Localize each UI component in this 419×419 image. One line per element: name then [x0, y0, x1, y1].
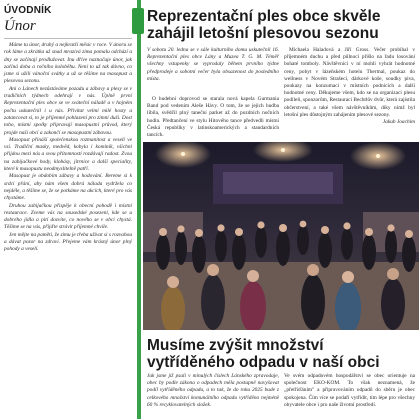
article-paragraph: Michaela Haladová a Jiří Gross. Večer probíhal v příjemném duchu a před půlnocí přišlo na řadu losování bohaté tomboly. Návštěvníci v ní mohli vyhrát hodnotné ceny, pobyt v lázeňském hotelu Thermal, poukaz do wellness v Novém Strašecí, dárkové koše, soudky piva, poukazy na konzumaci v místních podnicích a další hodnotné ceny. Děkujeme všem, kdo se na organizaci plesu podíleli, sponzorům, Restauraci Bechtlův dvůr, která zajistila občerstvení, a také všem návštěvníkům, díky nimž byl letošní ples důstojným zahájením plesové sezony.: [284, 47, 415, 118]
editorial-paragraph: Masopust přináší společenskou rozmanitost a veselí ve vsi. Tradiční masky, medvěd, kobyla i kominík, všichni přijdou mezi nás a svou přítomností rozdávají radost. Zvou na zabijačkové hody, klobásy, jitrnice a další speciality, které k masopustu neodmyslitelně patří.: [4, 136, 132, 173]
editorial-paragraph: Ani o Lánech nezůstáváme pozadu a zábavy a plesy se v tradičních týdnech odehrají v nás. Úplně první Reprezentační ples obce se ve sváteční náladě a v hojném počtu uskutečnil i u nás. Přivítat velmi milé hosty a zatancovat si, to je příjemné pohlazení pro zimní duši. Dost toho, místní spolky připravují masopustní průvod, který projde naší obcí a zakončí se masopustní zábavou.: [4, 85, 132, 136]
editorial-sidebar: [0, 0, 140, 419]
section-title: Únor: [4, 18, 36, 34]
section-divider: [4, 38, 132, 39]
article-headline: Reprezentační ples obce skvěle zahájil letošní plesovou sezonu: [147, 8, 381, 42]
article2-lead: Jak jsme již psali v minulých číslech Lánského zpravodaje, obec by podle zákona o odpadech měla postupně navyšovat podíl vytříděného odpadu, a to tak, že do roku 2025 bude z celkového množství komunálního odpadu vytříděno nejméně 60 % recyklovatelných složek.: [147, 373, 279, 408]
editorial-paragraph: Druhou zabijačkou přispěje k obecní pohodě i místní restaurace. Zveme vás na sousedské posezení, kde se u dobrého jídla a pití dozvíte, co nového se v obci chystá. Těšíme se na vás, přijďte strávit příjemné chvíle.: [4, 202, 132, 231]
section-label: ÚVODNÍK: [4, 5, 52, 16]
editorial-paragraph: Jen mějte na paměti, že zimu je třeba užívat si s rozvahou a dávat pozor na zdraví. Přejeme vám krásný únor plný pohody a veselí.: [4, 231, 132, 253]
ballroom-photo-image: [143, 142, 419, 330]
article-body-left: [147, 96, 279, 139]
editorial-paragraph: Máme tu únor, druhý a nejkratší měsíc v roce. V únoru se rok láme a zkrátka už snad mrazivá zima pomalu odchází a dny se začínají prodlužovat. Inu dříve naznačuje únor, jak začíná doba a ročního koloběhu. Není to už tak dávno, co jsme si užili vánoční svátky a už se těšíme na masopust a plesovou sezonu.: [4, 42, 132, 85]
article-author: Jakub Joachim: [382, 119, 415, 126]
editorial-text: [4, 42, 132, 254]
green-column-divider: [137, 0, 141, 419]
ball-photo: [143, 142, 419, 330]
main-content: [143, 0, 419, 419]
article2-body: Ve svém odpadovém hospodářství se obec orientuje na společnost EKO-KOM. To však neznamená, že „přetříďáním" a připravováním odpadů do sběru je obec spokojena. Čím více se podaří vytřídit, tím lépe pro všechny obyvatele obce i pro naše životní prostředí.: [284, 373, 415, 408]
article2-headline: Musíme zvýšit množství vytříděného odpadu v naší obci: [147, 337, 380, 371]
article-paragraph: O hudební doprovod se starala nová kapela Gurmania Band pod vedením Aleše Hávy. O tom, že se jejich hudba líbila, svědčil plný taneční parket až do pozdních nočních hodin. Předtančení ve stylu Hitového tance předvedli místní Česká republiky v latinskoamerických a standardních tancích.: [147, 96, 279, 139]
editorial-paragraph: Masopust je obdobím zábavy a hodování. Bereme si k srdci přání, aby nám všem dobrá nálada vydržela co nejdéle, a těšíme se, že se potkáme na akcích, které pro vás chystáme.: [4, 173, 132, 202]
article-body-right: [284, 47, 415, 126]
article-lead: V sobotu 20. ledna se v sále kulturního domu uskutečnil 16. Reprezentační ples obce Lány a Muzea T. G. M. Téměř všechny vstupenky se vyprodaly během prvního týdne předprodeje a sobotní večer byla obsazenost do posledního místa.: [147, 47, 279, 82]
